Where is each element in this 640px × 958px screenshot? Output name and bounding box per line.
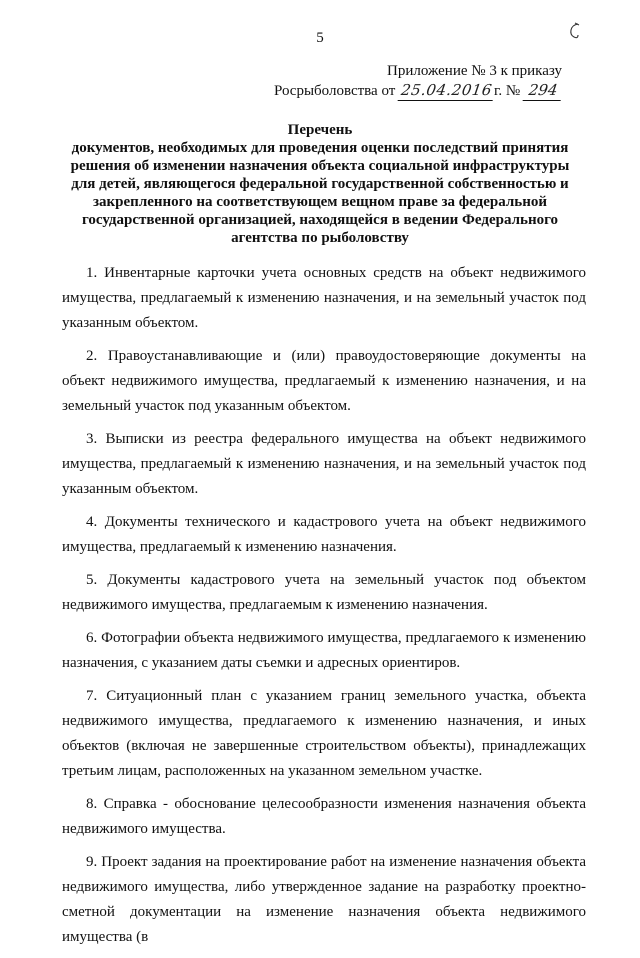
title-heading: Перечень (287, 122, 353, 138)
handwritten-date: 25.04.2016 (398, 81, 496, 101)
page-number: 5 (316, 30, 324, 46)
appendix-header (274, 62, 562, 101)
handwritten-page-mark (566, 22, 582, 44)
list-item: 7. Ситуационный план с указанием границ земельного участка, объекта недвижимого имущества, предлагаемого к изменению назначения, и иных объектов (включая не завершенные строительством объекты), принадлежащих третьим лицам, расположенных на указанном земельном участке. (62, 688, 586, 779)
appendix-line2 (274, 81, 562, 101)
document-title (58, 121, 582, 247)
list-item: 3. Выписки из реестра федерального имущества на объект недвижимого имущества, предлагаемый к изменению назначения, и на земельный участок под указанным объектом. (62, 431, 586, 497)
list-item: 2. Правоустанавливающие и (или) правоудостоверяющие документы на объект недвижимого имущества, предлагаемый к изменению назначения, и на земельный участок под указанным объектом. (62, 348, 586, 414)
document-list (62, 261, 586, 958)
appendix-line2-mid: г. № (493, 83, 521, 99)
appendix-line2-prefix: Росрыболовства от (273, 83, 396, 99)
list-item: 6. Фотографии объекта недвижимого имущества, предлагаемого к изменению назначения, с указанием даты съемки и адресных ориентиров. (62, 630, 586, 671)
title-body: документов, необходимых для проведения оценки последствий принятия решения об изменении назначения объекта социальной инфраструктуры для детей, являющегося федеральной государственной собственностью и закрепленного на соответствующем вещном праве за федеральной государственной организацией, находящейся в ведении Федерального агентства по рыболовству (70, 140, 570, 246)
list-item: 1. Инвентарные карточки учета основных средств на объект недвижимого имущества, предлагаемый к изменению назначения, и на земельный участок под указанным объектом. (62, 265, 586, 331)
list-item: 4. Документы технического и кадастрового учета на объект недвижимого имущества, предлагаемый к изменению назначения. (62, 514, 586, 555)
appendix-line1: Приложение № 3 к приказу (387, 63, 562, 79)
list-item: 5. Документы кадастрового учета на земельный участок под объектом недвижимого имущества, предлагаемым к изменению назначения. (62, 572, 586, 613)
handwritten-order-number: 294 (523, 81, 564, 101)
list-item: 9. Проект задания на проектирование работ на изменение назначения объекта недвижимого имущества, либо утвержденное задание на разработку проектно-сметной документации на изменение назначения объекта недвижимого имущества (в (62, 854, 586, 945)
list-item: 8. Справка - обоснование целесообразности изменения назначения объекта недвижимого имущества. (62, 796, 586, 837)
